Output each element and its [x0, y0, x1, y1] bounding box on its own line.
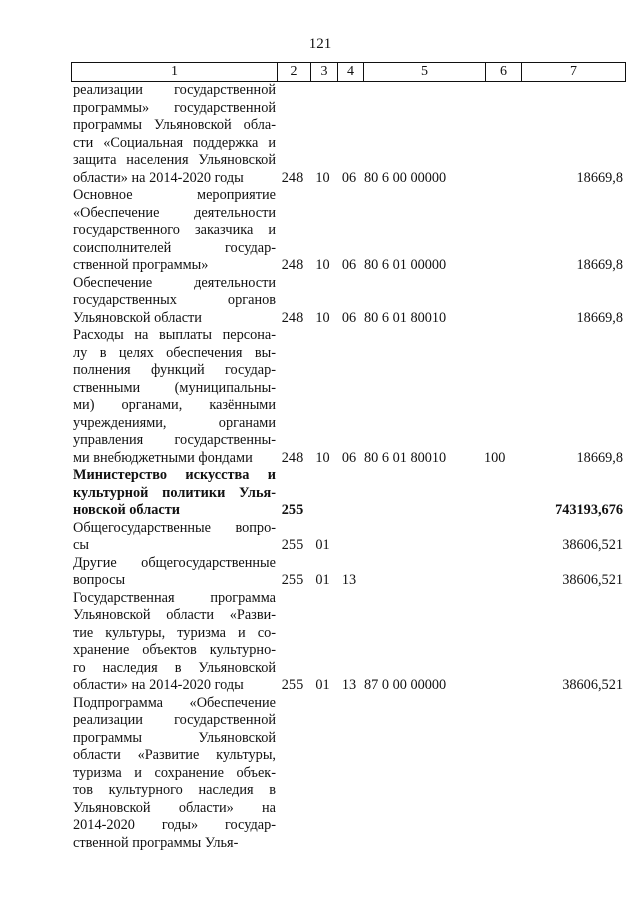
row-description: [73, 82, 276, 187]
description-line: туризма и сохранение объек-: [73, 764, 276, 781]
description-line: Общегосударственные вопро-: [73, 519, 276, 536]
row-description: [73, 695, 276, 853]
cell-col-2: 255: [281, 572, 304, 588]
row-description: [73, 520, 276, 555]
description-line: программы» государственной: [73, 99, 276, 116]
description-line: лу в целях обеспечения вы-: [73, 344, 276, 361]
table-row: [0, 327, 640, 467]
description-line: полнения функций государ-: [73, 362, 276, 378]
cell-col-4: 06: [341, 309, 357, 326]
cell-col-4: 06: [341, 257, 357, 273]
cell-col-5: 80 6 01 00000: [364, 257, 447, 273]
row-description: [73, 275, 276, 328]
description-line: «Обеспечение деятельности: [73, 204, 276, 221]
row-description: [73, 327, 276, 467]
page-number: 121: [308, 36, 332, 52]
description-line: тие культуры, туризма и со-: [73, 624, 276, 641]
description-line: тов культурного наследия в: [73, 782, 276, 798]
description-line: вопросы: [73, 572, 126, 588]
cell-col-7: 18669,8: [576, 169, 623, 186]
description-line: управления государственны-: [73, 432, 276, 448]
cell-col-6: 100: [484, 449, 506, 466]
table-row: [0, 555, 640, 590]
row-description: [73, 590, 276, 695]
description-line: области» на 2014-2020 годы: [73, 169, 244, 186]
description-line: государственных органов: [73, 292, 276, 308]
cell-col-4: 06: [341, 449, 357, 466]
column-header-4: 4: [338, 63, 364, 81]
table-row: [0, 467, 640, 520]
description-line: государственного заказчика и: [73, 222, 276, 238]
description-line: 2014-2020 годы» государ-: [73, 817, 276, 833]
description-line: Министерство искусства и: [73, 467, 276, 483]
column-header-5: 5: [364, 63, 486, 81]
description-line: реализации государственной: [73, 82, 276, 98]
cell-col-5: 80 6 01 80010: [364, 449, 447, 466]
description-line: сы: [73, 537, 89, 553]
cell-col-2: 248: [281, 169, 304, 186]
cell-col-3: 10: [315, 309, 330, 326]
description-line: Основное мероприятие: [73, 187, 276, 203]
description-line: программы Ульяновской обла-: [73, 117, 276, 133]
description-line: новской области: [73, 502, 180, 518]
description-line: го наследия в Ульяновской: [73, 659, 276, 676]
description-line: учреждениями, органами: [73, 414, 276, 431]
cell-col-2: 248: [281, 309, 304, 326]
cell-col-7: 18669,8: [576, 257, 623, 273]
cell-col-2: 248: [281, 449, 304, 466]
cell-col-7: 18669,8: [576, 309, 623, 326]
row-description: [73, 467, 276, 520]
cell-col-2: 255: [281, 502, 304, 518]
description-line: программы Ульяновской: [73, 729, 276, 746]
description-line: сти «Социальная поддержка и: [73, 134, 276, 151]
cell-col-3: 01: [315, 537, 330, 553]
description-line: Ульяновской области: [73, 309, 202, 326]
table-row: [0, 520, 640, 555]
table-header: [71, 62, 626, 82]
column-header-2: 2: [278, 63, 311, 81]
cell-col-3: 10: [315, 169, 330, 186]
cell-col-4: 06: [341, 169, 357, 186]
row-description: [73, 555, 276, 590]
description-line: соисполнителей государ-: [73, 239, 276, 256]
description-line: культурной политики Улья-: [73, 484, 276, 501]
description-line: области «Развитие культуры,: [73, 747, 276, 763]
description-line: защита населения Ульяновской: [73, 152, 276, 168]
description-line: ственной программы»: [73, 257, 209, 273]
cell-col-5: 80 6 00 00000: [364, 169, 447, 186]
table-body: [0, 82, 640, 852]
column-header-6: 6: [486, 63, 522, 81]
cell-col-7: 743193,676: [555, 502, 623, 518]
column-header-1: 1: [72, 63, 278, 81]
description-line: хранение объектов культурно-: [73, 642, 276, 658]
description-line: реализации государственной: [73, 712, 276, 728]
column-header-3: 3: [311, 63, 338, 81]
cell-col-5: 87 0 00 00000: [364, 677, 447, 693]
cell-col-3: 01: [315, 677, 330, 693]
description-line: Ульяновской области «Разви-: [73, 607, 276, 623]
table-row: [0, 82, 640, 187]
table-row: [0, 695, 640, 853]
description-line: области» на 2014-2020 годы: [73, 677, 244, 693]
column-header-7: 7: [570, 64, 577, 79]
cell-col-2: 255: [281, 677, 304, 693]
description-line: Расходы на выплаты персона-: [73, 327, 276, 343]
cell-col-7: 38606,521: [562, 572, 623, 588]
cell-col-3: 01: [315, 572, 330, 588]
description-line: Обеспечение деятельности: [73, 274, 276, 291]
table-row: [0, 590, 640, 695]
table-row: [0, 275, 640, 328]
cell-col-2: 255: [281, 537, 304, 553]
cell-col-4: 13: [341, 677, 357, 693]
row-description: [73, 187, 276, 275]
description-line: Другие общегосударственные: [73, 554, 276, 571]
description-line: Государственная программа: [73, 589, 276, 606]
table-row: [0, 187, 640, 275]
cell-col-4: 13: [341, 572, 357, 588]
cell-col-7: 38606,521: [562, 537, 623, 553]
cell-col-3: 10: [315, 449, 330, 466]
description-line: Ульяновской области» на: [73, 799, 276, 816]
description-line: ственной программы Улья-: [73, 834, 239, 851]
cell-col-7: 38606,521: [562, 677, 623, 693]
description-line: ми) органами, казёнными: [73, 397, 276, 413]
description-line: Подпрограмма «Обеспечение: [73, 694, 276, 711]
cell-col-7: 18669,8: [576, 449, 623, 466]
description-line: ми внебюджетными фондами: [73, 449, 253, 466]
cell-col-3: 10: [315, 257, 330, 273]
cell-col-2: 248: [281, 257, 304, 273]
description-line: ственными (муниципальны-: [73, 379, 276, 396]
cell-col-5: 80 6 01 80010: [364, 309, 447, 326]
